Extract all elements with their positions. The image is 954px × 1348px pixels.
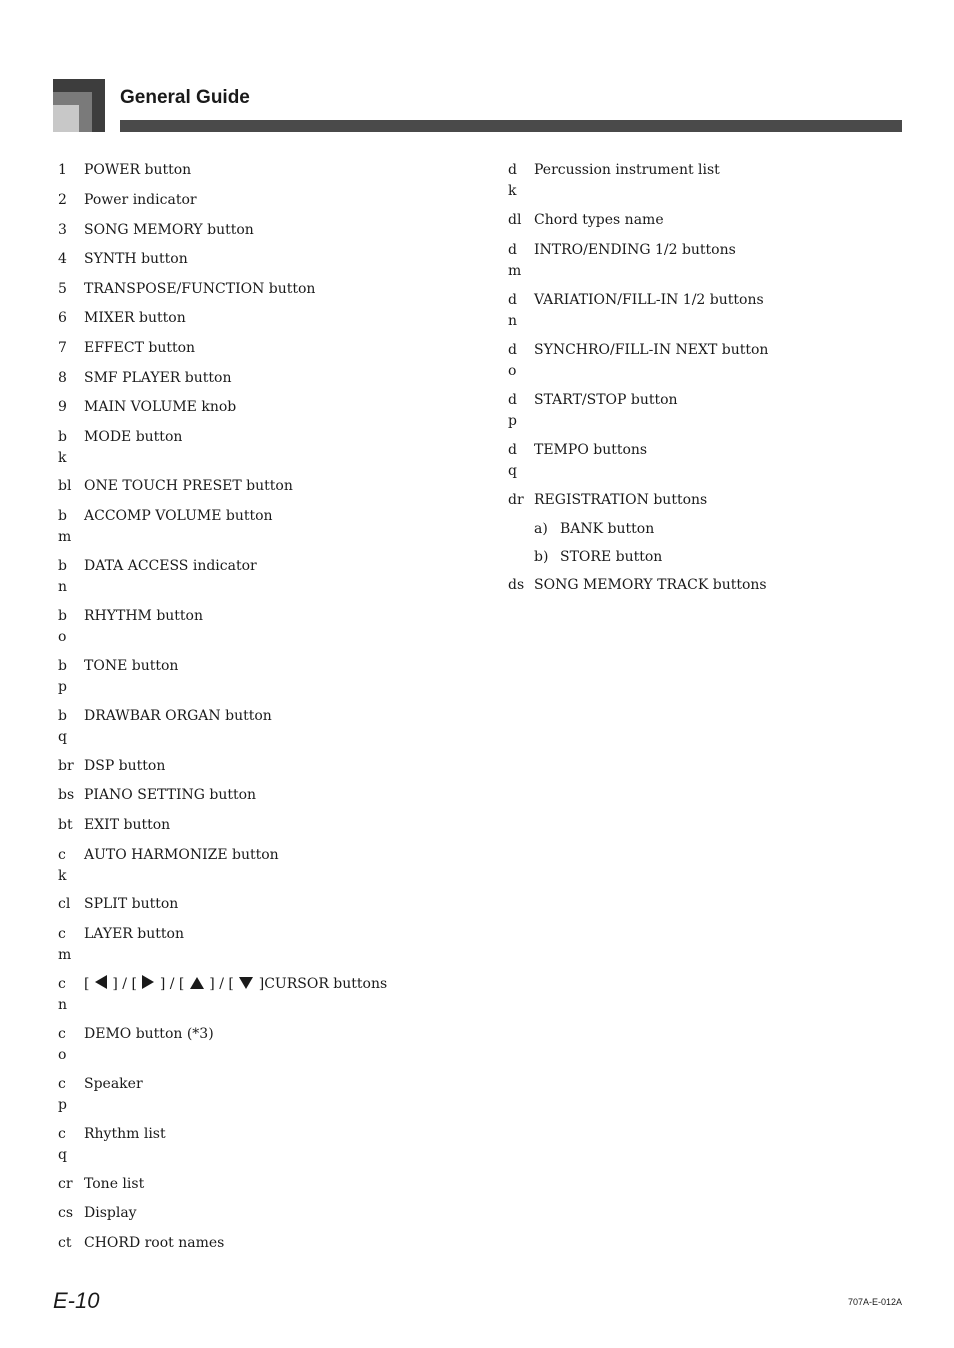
item-number: d o [508, 342, 517, 379]
item-number: 9 [58, 399, 67, 415]
item-number: b p [58, 658, 67, 695]
item-label: DATA ACCESS indicator [84, 558, 257, 574]
item-label: SYNCHRO/FILL-IN NEXT button [534, 342, 769, 358]
item-label: Power indicator [84, 192, 197, 208]
item-label: VARIATION/FILL-IN 1/2 buttons [534, 292, 764, 308]
bracket-separator: ] / [ [112, 976, 137, 992]
right-arrow-icon [142, 975, 154, 989]
item-number: 3 [58, 222, 67, 238]
up-arrow-icon [190, 977, 204, 989]
bracket-separator: ] / [ [209, 976, 234, 992]
item-number: b m [58, 508, 72, 545]
item-number: cl [58, 896, 71, 912]
item-number: d p [508, 392, 517, 429]
item-number: 2 [58, 192, 67, 208]
item-label: Chord types name [534, 212, 664, 228]
item-number: d k [508, 162, 517, 199]
item-number: bs [58, 787, 75, 803]
item-label: CHORD root names [84, 1235, 225, 1251]
page-number: E-10 [53, 1288, 100, 1313]
item-number: ct [58, 1235, 72, 1251]
item-label: TRANSPOSE/FUNCTION button [84, 281, 316, 297]
item-label: DSP button [84, 758, 166, 774]
item-label: RHYTHM button [84, 608, 203, 624]
item-label: EXIT button [84, 817, 171, 833]
item-number: d n [508, 292, 518, 329]
item-label: START/STOP button [534, 392, 678, 408]
bracket-separator: ] / [ [159, 976, 185, 992]
item-label: SONG MEMORY button [84, 222, 254, 238]
sub-item-label: STORE button [560, 549, 663, 565]
header-rule [120, 120, 902, 132]
item-label: Percussion instrument list [534, 162, 720, 178]
item-number: 4 [58, 251, 67, 267]
item-label: AUTO HARMONIZE button [84, 847, 279, 863]
item-number: ds [508, 577, 525, 593]
item-label: LAYER button [84, 926, 184, 942]
item-label: Rhythm list [84, 1126, 166, 1142]
item-label: PIANO SETTING button [84, 787, 257, 803]
bracket-open: [ [84, 976, 90, 992]
sub-item-label: BANK button [560, 521, 655, 537]
item-number: 7 [58, 340, 67, 356]
item-number: d q [508, 442, 517, 479]
item-number: cs [58, 1205, 74, 1221]
item-label: DEMO button (*3) [84, 1026, 214, 1042]
document-code: 707A-E-012A [847, 1297, 902, 1307]
item-label: MAIN VOLUME knob [84, 399, 237, 415]
header-logo [53, 79, 105, 132]
cursor-label-text: ]CURSOR buttons [258, 976, 388, 992]
item-number: dr [508, 492, 524, 508]
item-label: EFFECT button [84, 340, 196, 356]
item-number: bt [58, 817, 73, 833]
item-number: d m [508, 242, 522, 279]
item-label: POWER button [84, 162, 192, 178]
item-number: dl [508, 212, 522, 228]
item-label: ACCOMP VOLUME button [84, 508, 273, 524]
item-number: c k [58, 847, 67, 884]
item-label: INTRO/ENDING 1/2 buttons [534, 242, 736, 258]
item-number: b k [58, 429, 67, 466]
item-label: SPLIT button [84, 896, 179, 912]
item-label: SMF PLAYER button [84, 370, 232, 386]
item-number: 8 [58, 370, 67, 386]
item-label: Display [84, 1205, 137, 1221]
cursor-buttons-label [84, 974, 387, 995]
item-number: 1 [58, 162, 67, 178]
item-label: Speaker [84, 1076, 143, 1092]
item-number: c o [58, 1026, 67, 1063]
item-label: Tone list [84, 1176, 145, 1192]
item-number: 6 [58, 310, 67, 326]
item-label: DRAWBAR ORGAN button [84, 708, 272, 724]
item-label: TONE button [84, 658, 179, 674]
item-number: c q [58, 1126, 67, 1163]
item-label: SYNTH button [84, 251, 188, 267]
item-number: b q [58, 708, 67, 745]
item-number: c p [58, 1076, 67, 1113]
item-number: bl [58, 478, 72, 494]
header-logo-light [53, 105, 79, 132]
item-label: MIXER button [84, 310, 186, 326]
item-number: b n [58, 558, 68, 595]
item-label: ONE TOUCH PRESET button [84, 478, 293, 494]
sub-item-letter: a) [534, 521, 548, 537]
item-number: cr [58, 1176, 73, 1192]
item-label: REGISTRATION buttons [534, 492, 708, 508]
item-number: b o [58, 608, 67, 645]
page-title: General Guide [120, 87, 250, 108]
sub-item-letter: b) [534, 549, 549, 565]
left-arrow-icon [95, 975, 107, 989]
item-number: c m [58, 926, 72, 963]
item-number: c n [58, 976, 68, 1013]
item-number: br [58, 758, 74, 774]
down-arrow-icon [239, 977, 253, 989]
item-label: SONG MEMORY TRACK buttons [534, 577, 767, 593]
item-label: TEMPO buttons [534, 442, 648, 458]
item-label: MODE button [84, 429, 183, 445]
item-number: 5 [58, 281, 67, 297]
